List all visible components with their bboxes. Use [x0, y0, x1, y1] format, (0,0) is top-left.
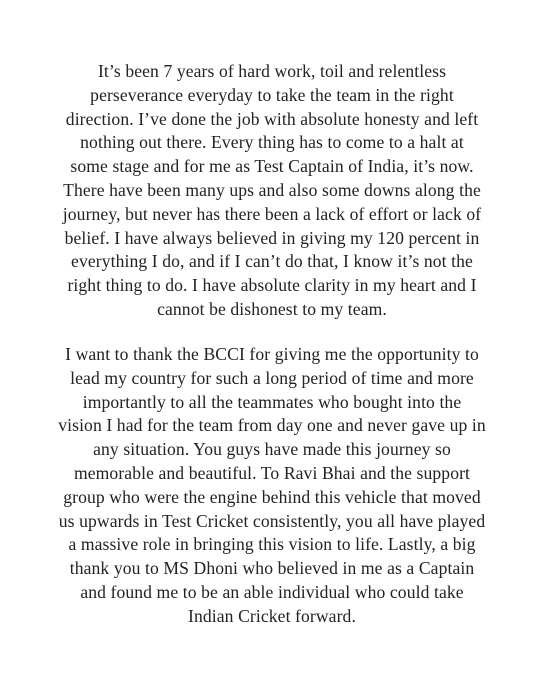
statement-line: belief. I have always believed in giving my 120 percent in: [64, 227, 480, 248]
statement-line: I want to thank the BCCI for giving me the opportunity to: [65, 344, 479, 364]
statement-line: any situation. You guys have made this journey so: [93, 439, 451, 460]
statement-line: a massive role in bringing this vision to life. Lastly, a big: [68, 534, 476, 555]
statement-line: vision I had for the team from day one and never gave up in: [58, 415, 486, 436]
statement-line: direction. I’ve done the job with absolute honesty and left: [65, 108, 479, 129]
statement-line: Indian Cricket forward.: [188, 605, 356, 626]
statement-line: lead my country for such a long period of time and more: [70, 367, 474, 388]
statement-line: group who were the engine behind this vehicle that moved: [63, 486, 481, 507]
statement-line: some stage and for me as Test Captain of India, it’s now.: [70, 156, 474, 177]
statement-line: right thing to do. I have absolute clarity in my heart and I: [67, 275, 477, 296]
statement-line: There have been many ups and also some downs along the: [63, 179, 481, 200]
statement-line: and found me to be an able individual who could take: [80, 581, 464, 602]
statement-line: It’s been 7 years of hard work, toil and relentless: [97, 61, 447, 81]
statement-line: us upwards in Test Cricket consistently, you all have played: [58, 510, 486, 531]
statement-line: thank you to MS Dhoni who believed in me as a Captain: [69, 558, 475, 579]
statement-paragraph-1: [20, 60, 524, 322]
statement-line: nothing out there. Every thing has to come to a halt at: [80, 132, 464, 153]
statement-line: journey, but never has there been a lack of effort or lack of: [62, 203, 482, 224]
statement-line: perseverance everyday to take the team in the right: [90, 84, 454, 105]
statement-paragraph-2: [20, 343, 524, 629]
statement-line: cannot be dishonest to my team.: [157, 298, 387, 319]
statement-line: importantly to all the teammates who bought into the: [82, 391, 462, 412]
statement-line: everything I do, and if I can’t do that, I know it’s not the: [71, 251, 473, 272]
statement-line: memorable and beautiful. To Ravi Bhai and the support: [73, 462, 471, 483]
